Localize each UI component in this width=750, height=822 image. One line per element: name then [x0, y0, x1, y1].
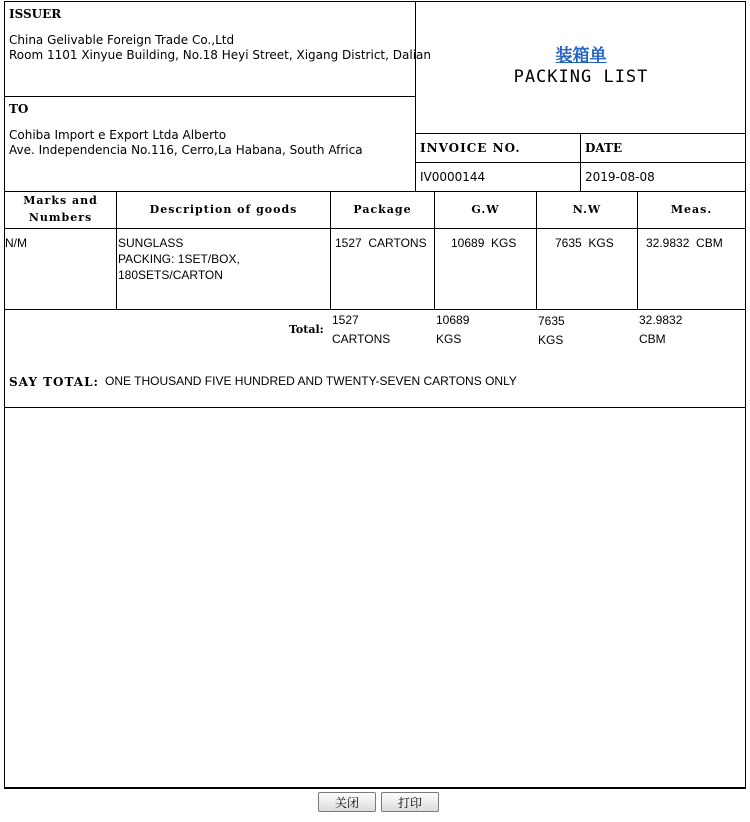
to-name: Cohiba Import e Export Ltda Alberto — [9, 128, 227, 142]
border-top — [4, 1, 746, 2]
say-total-label: SAY TOTAL: — [9, 375, 99, 389]
totals-gw-value: 10689 — [436, 313, 470, 327]
header-marks-line1: Marks and — [23, 194, 98, 207]
to-address: Ave. Independencia No.116, Cerro,La Habana, South Africa — [9, 143, 363, 157]
say-total-text: ONE THOUSAND FIVE HUNDRED AND TWENTY-SEVEN CARTONS ONLY — [105, 374, 517, 388]
close-button[interactable]: 关闭 — [318, 792, 376, 812]
divider-say-total-bottom — [4, 407, 746, 408]
header-package: Package — [353, 203, 412, 216]
issuer-label: ISSUER — [9, 7, 62, 21]
print-button[interactable]: 打印 — [381, 792, 439, 812]
header-gw: G.W — [471, 203, 500, 216]
row-package: 1527 CARTONS — [335, 236, 427, 250]
divider-issuer-to — [4, 96, 416, 97]
row-desc-line2: PACKING: 1SET/BOX, — [118, 252, 240, 266]
row-desc-line3: 180SETS/CARTON — [118, 268, 223, 282]
row-gw: 10689 KGS — [451, 236, 517, 250]
border-left — [4, 1, 5, 787]
totals-gw-unit: KGS — [436, 332, 462, 346]
issuer-address: Room 1101 Xinyue Building, No.18 Heyi Street, Xigang District, Dalian — [9, 48, 431, 62]
row-nw: 7635 KGS — [555, 236, 614, 250]
totals-label: Total: — [289, 323, 324, 336]
totals-package-value: 1527 — [332, 313, 359, 327]
divider-invoice-date — [580, 133, 581, 191]
row-meas: 32.9832 CBM — [646, 236, 723, 250]
totals-nw-unit: KGS — [538, 333, 564, 347]
totals-meas-unit: CBM — [639, 332, 666, 346]
totals-meas-value: 32.9832 — [639, 313, 683, 327]
header-meas: Meas. — [670, 203, 713, 216]
invoice-value: IV0000144 — [420, 170, 486, 184]
border-right — [745, 1, 746, 787]
header-marks-line2: Numbers — [28, 211, 93, 224]
to-label: TO — [9, 102, 29, 116]
divider-table-bottom — [4, 309, 746, 310]
issuer-name: China Gelivable Foreign Trade Co.,Ltd — [9, 33, 235, 47]
totals-nw-value: 7635 — [538, 314, 565, 328]
header-description: Description of goods — [149, 203, 298, 216]
date-value: 2019-08-08 — [585, 170, 655, 184]
row-desc-line1: SUNGLASS — [118, 236, 184, 250]
title-chinese: 装箱单 — [555, 46, 607, 66]
header-nw: N.W — [572, 203, 602, 216]
row-marks: N/M — [5, 236, 27, 250]
title-english: PACKING LIST — [513, 67, 649, 87]
totals-package-unit: CARTONS — [332, 332, 391, 346]
date-label: DATE — [585, 141, 623, 155]
invoice-label: INVOICE NO. — [420, 141, 521, 155]
border-bottom — [4, 787, 746, 789]
